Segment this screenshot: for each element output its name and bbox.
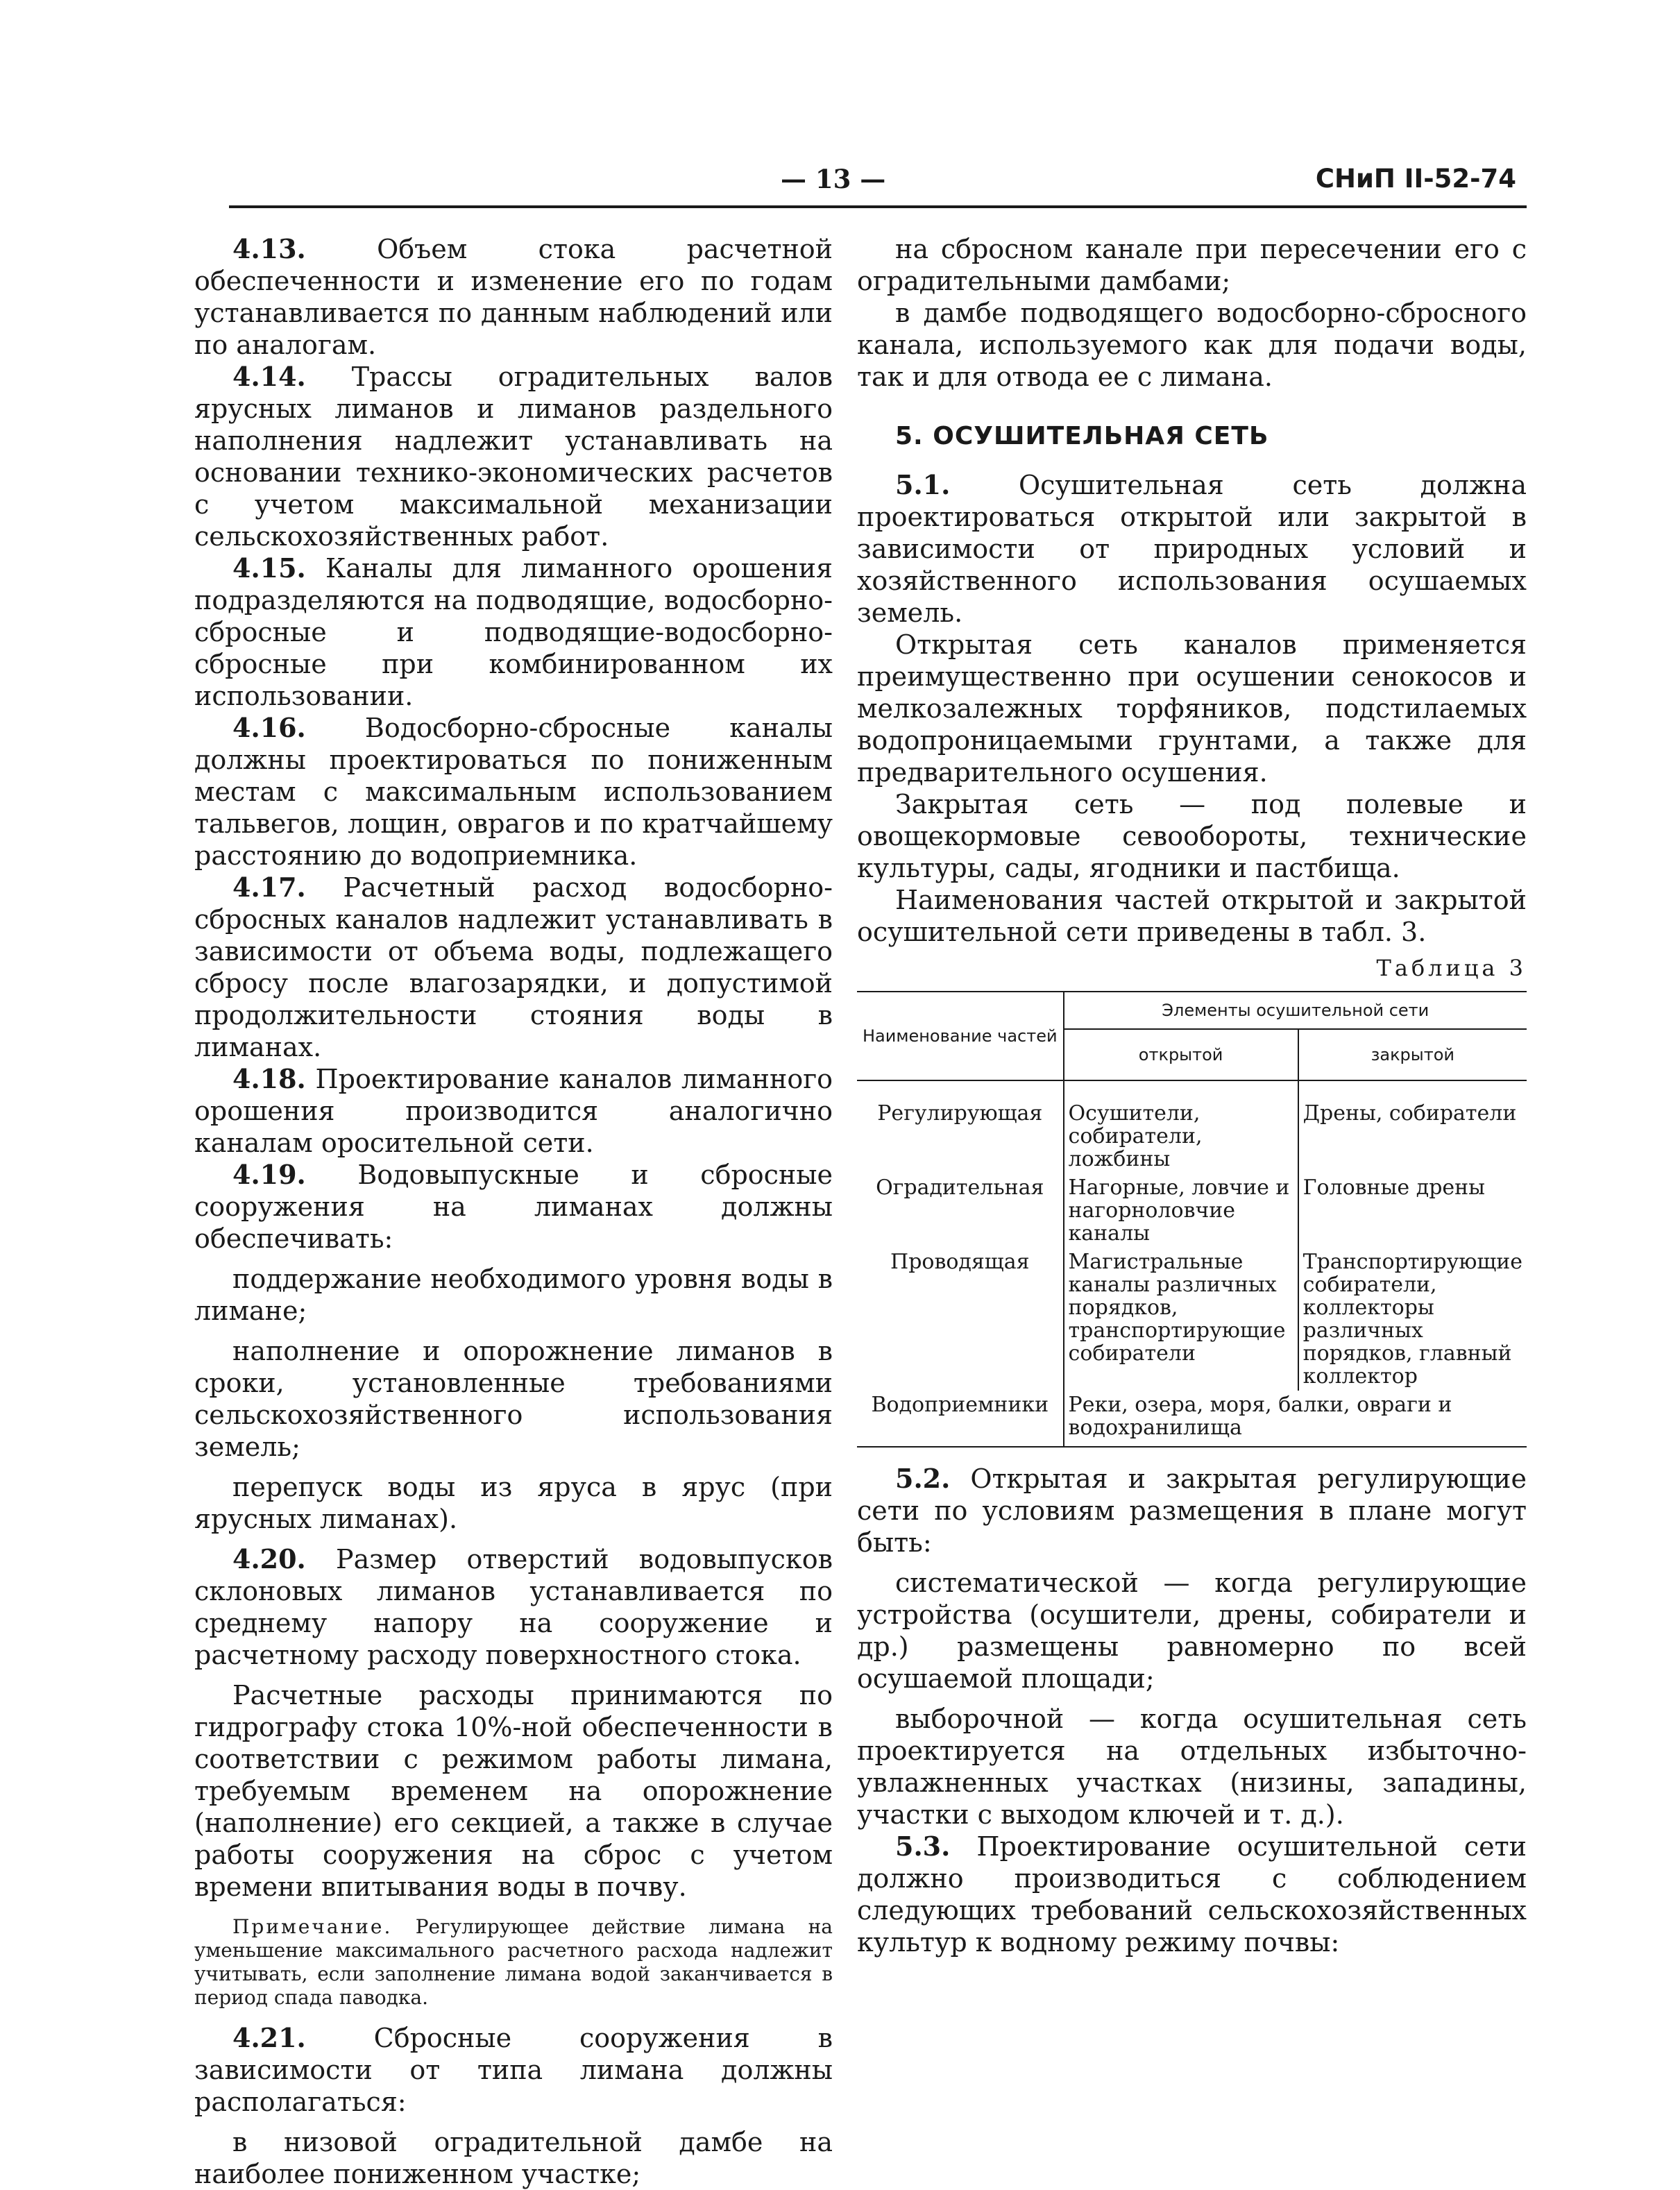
clause-text: Расчетный расход водосборно-сбросных каналов надлежит устанавливать в зависимости от объема воды, подлежащего сбросу после влагозарядки, и допустимой продолжительности стояния воды в лиманах. bbox=[194, 872, 833, 1062]
paragraph-open-network: Открытая сеть каналов применяется преимущественно при осушении сенокосов и мелкозалежных торфяников, подстилаемых водопроницаемыми грунтами, а также для предварительного осушения. bbox=[857, 629, 1527, 788]
clause-text: Каналы для лиманного орошения подразделяются на подводящие, водосборно-сбросные и подводящие-водосборно-сбросные при комбинированном их использовании. bbox=[194, 553, 833, 711]
clause-number: 4.21. bbox=[232, 2022, 306, 2053]
paragraph-closed-network: Закрытая сеть — под полевые и овощекормовые севообороты, технические культуры, сады, ягодники и пастбища. bbox=[857, 789, 1527, 883]
cell-open: Осушители, собиратели, ложбины bbox=[1064, 1080, 1298, 1173]
cell-part: Регулирующая bbox=[857, 1080, 1064, 1173]
clause-text: Сбросные сооружения в зависимости от типа лимана должны располагаться: bbox=[194, 2023, 833, 2117]
clause-number: 4.14. bbox=[232, 361, 306, 392]
clause-number: 5.1. bbox=[895, 469, 951, 500]
header-closed: закрытой bbox=[1298, 1029, 1527, 1080]
clause-number: 4.13. bbox=[232, 233, 306, 264]
clause-4-14 bbox=[194, 361, 833, 552]
clause-4-19 bbox=[194, 1159, 833, 1255]
table-row bbox=[857, 1248, 1527, 1391]
clause-number: 4.20. bbox=[232, 1543, 306, 1574]
clause-number: 4.15. bbox=[232, 552, 306, 584]
cell-part: Водоприемники bbox=[857, 1391, 1064, 1447]
header-elements: Элементы осушительной сети bbox=[1064, 992, 1527, 1029]
clause-4-13 bbox=[194, 233, 833, 361]
list-item: на сбросном канале при пересечении его с оградительными дамбами; bbox=[857, 234, 1527, 296]
clause-text: Размер отверстий водовыпусков склоновых лиманов устанавливается по среднему напору на сооружение и расчетному расходу поверхностного стока. bbox=[194, 1544, 833, 1670]
clause-text: Водосборно-сбросные каналы должны проектироваться по пониженным местам с максимальным использованием тальвегов, лощин, оврагов и по кратчайшему расстоянию до водоприемника. bbox=[194, 713, 833, 871]
paragraph-systematic: систематической — когда регулирующие устройства (осушители, дрены, собиратели и др.) размещены равномерно по всей осушаемой площади; bbox=[857, 1568, 1527, 1694]
clause-number: 5.2. bbox=[895, 1463, 951, 1494]
clause-number: 5.3. bbox=[895, 1831, 951, 1862]
clause-5-2 bbox=[857, 1463, 1527, 1559]
page-header bbox=[229, 164, 1523, 205]
note bbox=[194, 1915, 833, 2010]
table-3 bbox=[857, 991, 1527, 1448]
list-item: перепуск воды из яруса в ярус (при ярусных лиманах). bbox=[194, 1472, 833, 1534]
list-item: в дамбе подводящего водосборно-сбросного канала, используемого как для подачи воды, так и для отвода ее с лимана. bbox=[857, 298, 1527, 392]
clause-4-18 bbox=[194, 1063, 833, 1159]
list-item: поддержание необходимого уровня воды в лимане; bbox=[194, 1264, 833, 1326]
cell-closed: Головные дрены bbox=[1303, 1175, 1486, 1200]
cell-closed: Транспортирующие собиратели, коллекторы различных порядков, главный коллектор bbox=[1303, 1250, 1522, 1389]
paragraph-calc-flows: Расчетные расходы принимаются по гидрографу стока 10%-ной обеспеченности в соответствии с режимом работы лимана, требуемым временем на опорожнение (наполнение) его секцией, а также в случае работы сооружения на сброс с учетом времени впитывания воды в почву. bbox=[194, 1680, 833, 1902]
right-column bbox=[857, 233, 1527, 1958]
paragraph-table-reference: Наименования частей открытой и закрытой осушительной сети приведены в табл. 3. bbox=[857, 885, 1527, 947]
clause-text: Проектирование осушительной сети должно производиться с соблюдением следующих требований сельскохозяйственных культур к водному режиму почвы: bbox=[857, 1831, 1527, 1958]
clause-text: Проектирование каналов лиманного орошения производится аналогично каналам оросительной сети. bbox=[194, 1064, 833, 1158]
header-rule bbox=[229, 205, 1527, 208]
clause-5-1 bbox=[857, 469, 1527, 629]
paragraph-selective: выборочной — когда осушительная сеть проектируется на отдельных избыточно-увлажненных участках (низины, западины, участки с выходом ключей и т. д.). bbox=[857, 1704, 1527, 1830]
note-text: Регулирующее действие лимана на уменьшение максимального расчетного расхода надлежит учитывать, если заполнение лимана водой заканчивается в период спада паводка. bbox=[194, 1915, 833, 2009]
clause-number: 4.19. bbox=[232, 1159, 306, 1190]
cell-merged: Реки, озера, моря, балки, овраги и водохранилища bbox=[1068, 1393, 1452, 1440]
clause-4-15 bbox=[194, 552, 833, 712]
cell-part: Оградительная bbox=[857, 1173, 1064, 1248]
clause-text: Трассы оградительных валов ярусных лиманов и лиманов раздельного наполнения надлежит устанавливать на основании технико-экономических расчетов с учетом максимальной механизации сельскохозяйственных работ. bbox=[194, 362, 833, 552]
header-open: открытой bbox=[1064, 1029, 1298, 1080]
clause-text: Водовыпускные и сбросные сооружения на лиманах должны обеспечивать: bbox=[194, 1160, 833, 1254]
list-item: наполнение и опорожнение лиманов в сроки, установленные требованиями сельскохозяйственного использования земель; bbox=[194, 1336, 833, 1462]
clause-4-21 bbox=[194, 2022, 833, 2118]
cell-closed: Дрены, собиратели bbox=[1303, 1101, 1517, 1126]
list-item: в низовой оградительной дамбе на наиболее пониженном участке; bbox=[194, 2127, 833, 2189]
table-row bbox=[857, 1173, 1527, 1248]
clause-text: Объем стока расчетной обеспеченности и изменение его по годам устанавливается по данным наблюдений или по аналогам. bbox=[194, 234, 833, 360]
table-row bbox=[857, 1080, 1527, 1173]
clause-4-16 bbox=[194, 712, 833, 872]
section-title: 5. ОСУШИТЕЛЬНАЯ СЕТЬ bbox=[895, 422, 1269, 450]
table-caption: Таблица 3 bbox=[1376, 955, 1527, 981]
cell-part: Проводящая bbox=[857, 1248, 1064, 1391]
clause-4-17 bbox=[194, 872, 833, 1063]
clause-number: 4.16. bbox=[232, 712, 306, 743]
clause-4-20 bbox=[194, 1543, 833, 1671]
header-parts: Наименование частей bbox=[857, 992, 1064, 1080]
clause-text: Осушительная сеть должна проектироваться открытой или закрытой в зависимости от природных условий и хозяйственного использования осушаемых земель. bbox=[857, 470, 1527, 628]
cell-open: Нагорные, ловчие и нагорноловчие каналы bbox=[1064, 1173, 1298, 1248]
clause-5-3 bbox=[857, 1831, 1527, 1958]
cell-open: Магистральные каналы различных порядков, транспортирующие собиратели bbox=[1064, 1248, 1298, 1391]
table-row bbox=[857, 1391, 1527, 1447]
clause-number: 4.18. bbox=[232, 1063, 306, 1094]
left-column bbox=[194, 233, 833, 2190]
clause-number: 4.17. bbox=[232, 872, 306, 903]
note-label: Примечание. bbox=[232, 1915, 393, 1938]
table-header-row bbox=[857, 992, 1527, 1029]
document-code: СНиП II-52-74 bbox=[1315, 164, 1516, 194]
page-number: — 13 — bbox=[781, 164, 886, 194]
clause-text: Открытая и закрытая регулирующие сети по условиям размещения в плане могут быть: bbox=[857, 1463, 1527, 1558]
